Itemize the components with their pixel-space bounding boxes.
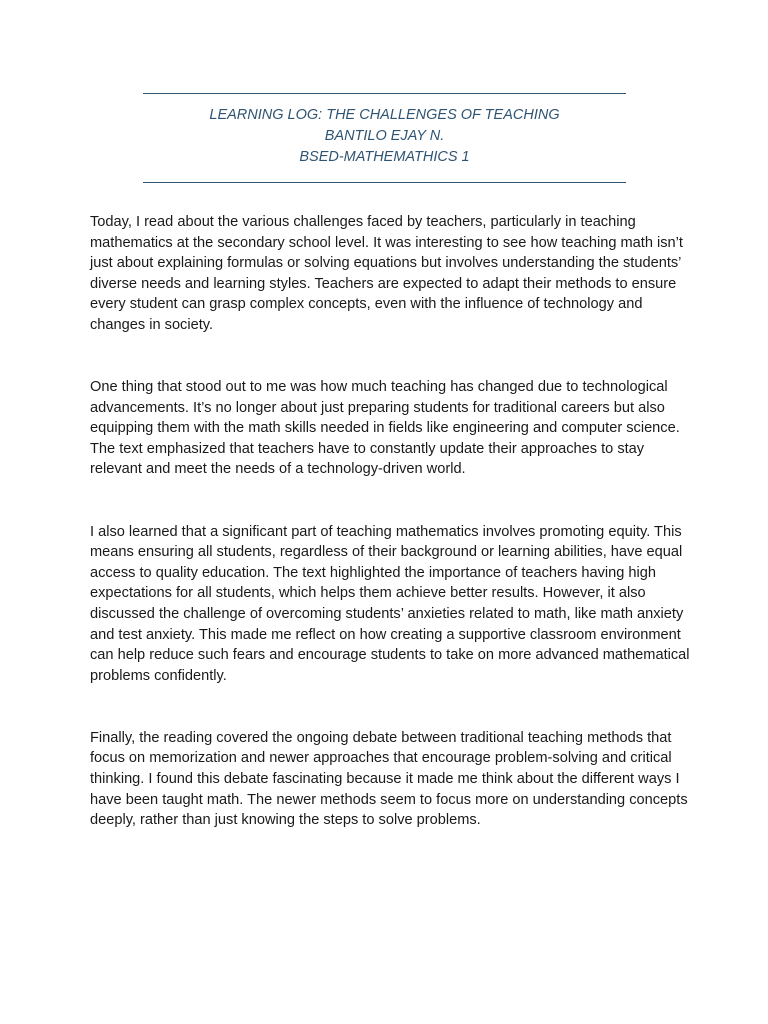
document-header bbox=[143, 105, 626, 168]
document-body bbox=[90, 212, 690, 831]
author-name: BANTILO EJAY N. bbox=[324, 128, 445, 144]
document-title: LEARNING LOG: THE CHALLENGES OF TEACHING bbox=[209, 107, 560, 123]
header-top-rule bbox=[143, 93, 626, 94]
paragraph-4: Finally, the reading covered the ongoing debate between traditional teaching methods that focus on memorization and newer approaches that encourage problem-solving and critical thinking. I found this debate fascinating because it made me think about the different ways I have been taught math. The newer methods seem to focus more on understanding concepts deeply, rather than just knowing the steps to solve problems. bbox=[90, 729, 688, 829]
header-bottom-rule bbox=[143, 182, 626, 183]
paragraph-2: One thing that stood out to me was how much teaching has changed due to technological advancements. It’s no longer about just preparing students for traditional careers but also equipping them with the math skills needed in fields like engineering and computer science. The text emphasized that teachers have to constantly update their approaches to stay relevant and meet the needs of a technology-driven world. bbox=[90, 379, 680, 478]
paragraph-3: I also learned that a significant part of teaching mathematics involves promoting equity. This means ensuring all students, regardless of their background or learning abilities, have equal access to quality education. The text highlighted the importance of teachers having high expectations for all students, which helps them achieve better results. However, it also discussed the challenge of overcoming students’ anxieties related to math, like math anxiety and test anxiety. This made me reflect on how creating a supportive classroom environment can help reduce such fears and encourage students to take on more advanced mathematical problems confidently. bbox=[90, 523, 690, 684]
paragraph-1: Today, I read about the various challenges faced by teachers, particularly in teaching mathematics at the secondary school level. It was interesting to see how teaching math isn’t just about explaining formulas or solving equations but involves understanding the students’ diverse needs and learning styles. Teachers are expected to adapt their methods to ensure every student can grasp complex concepts, even with the influence of technology and changes in society. bbox=[90, 214, 683, 333]
course-name: BSED-MATHEMATHICS 1 bbox=[299, 149, 470, 165]
